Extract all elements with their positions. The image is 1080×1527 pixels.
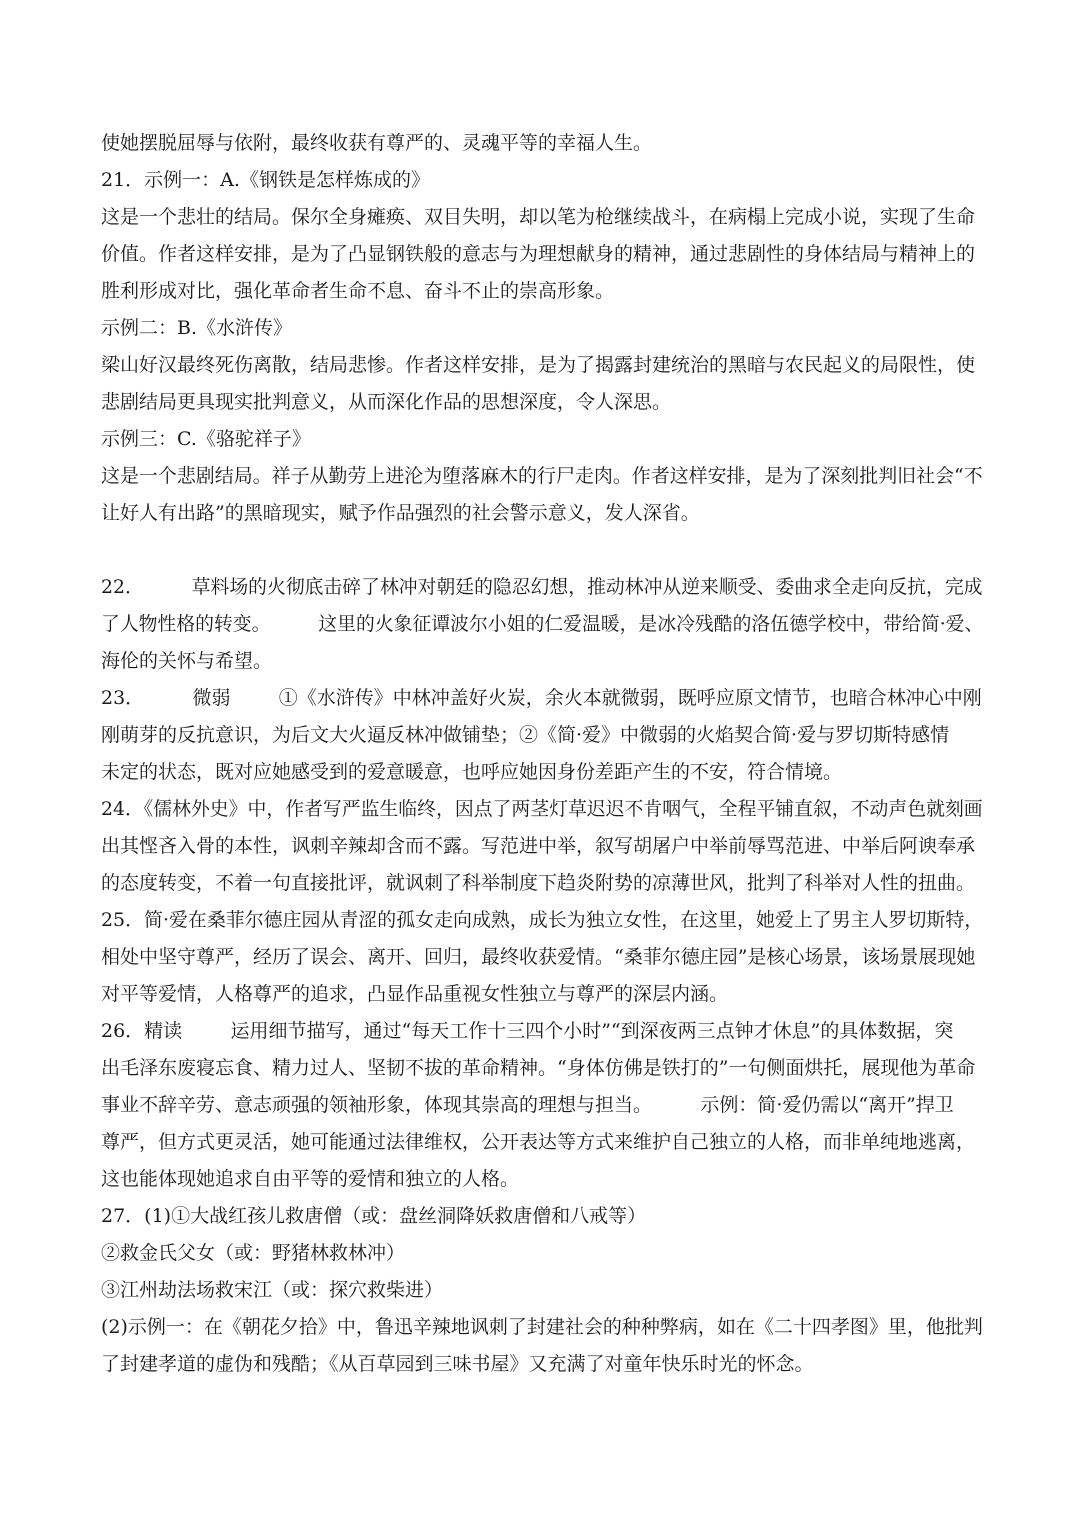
text-line: 了人物性格的转变。 这里的火象征谭波尔小姐的仁爱温暖，是冰冷残酷的洛伍德学校中，带给简·爱、 xyxy=(101,613,984,635)
text-line: 刚萌芽的反抗意识，为后文大火逼反林冲做铺垫；②《简·爱》中微弱的火焰契合简·爱与罗切斯特感情 xyxy=(101,724,950,746)
text-line: 这也能体现她追求自由平等的爱情和独立的人格。 xyxy=(101,1168,520,1190)
text-line: 这是一个悲壮的结局。保尔全身瘫痪、双目失明，却以笔为枪继续战斗，在病榻上完成小说，实现了生命 xyxy=(101,206,976,228)
text-line: 示例三：C.《骆驼祥子》 xyxy=(101,428,311,450)
text-line: 对平等爱情，人格尊严的追求，凸显作品重视女性独立与尊严的深层内涵。 xyxy=(101,983,729,1005)
text-line: 使她摆脱屈辱与依附，最终收获有尊严的、灵魂平等的幸福人生。 xyxy=(101,132,653,154)
text-line: 25．简·爱在桑菲尔德庄园从青涩的孤女走向成熟，成长为独立女性，在这里，她爱上了男主人罗切斯特， xyxy=(101,909,984,931)
text-line: 胜利形成对比，强化革命者生命不息、奋斗不止的崇高形象。 xyxy=(101,280,615,302)
text-line: ②救金氏父女（或：野猪林救林冲） xyxy=(101,1242,406,1264)
text-line: 让好人有出路”的黑暗现实，赋予作品强烈的社会警示意义，发人深省。 xyxy=(101,502,700,524)
text-line: 梁山好汉最终死伤离散，结局悲惨。作者这样安排，是为了揭露封建统治的黑暗与农民起义的局限性，使 xyxy=(101,354,976,376)
text-line: 未定的状态，既对应她感受到的爱意暖意，也呼应她因身份差距产生的不安，符合情境。 xyxy=(101,761,843,783)
text-line: 22． 草料场的火彻底击碎了林冲对朝廷的隐忍幻想，推动林冲从逆来顺受、委曲求全走向反抗，完成 xyxy=(101,576,983,598)
text-line: 出毛泽东废寝忘食、精力过人、坚韧不拔的革命精神。“身体仿佛是铁打的”一句侧面烘托，展现他为革命 xyxy=(101,1057,976,1079)
text-line: 的态度转变，不着一句直接批评，就讽刺了科举制度下趋炎附势的凉薄世风，批判了科举对人性的扭曲。 xyxy=(101,872,976,894)
text-line: 事业不辞辛劳、意志顽强的领袖形象，体现其崇高的理想与担当。 示例：简·爱仍需以“离开”捍卫 xyxy=(101,1094,954,1116)
text-line: 24．《儒林外史》中，作者写严监生临终，因点了两茎灯草迟迟不肯咽气，全程平铺直叙，不动声色就刻画 xyxy=(101,798,983,820)
text-line: (2)示例一：在《朝花夕拾》中，鲁迅辛辣地讽刺了封建社会的种种弊病，如在《二十四孝图》里，他批判 xyxy=(101,1316,983,1338)
text-line: 出其悭吝入骨的本性，讽刺辛辣却含而不露。写范进中举，叙写胡屠户中举前辱骂范进、中举后阿谀奉承 xyxy=(101,835,976,857)
text-line: 海伦的关怀与希望。 xyxy=(101,650,273,672)
text-line: 21．示例一：A.《钢铁是怎样炼成的》 xyxy=(101,169,430,191)
text-line: 相处中坚守尊严，经历了误会、离开、回归，最终收获爱情。“桑菲尔德庄园”是核心场景，该场景展现她 xyxy=(101,946,976,968)
text-line: 尊严，但方式更灵活，她可能通过法律维权，公开表达等方式来维护自己独立的人格，而非单纯地逃离， xyxy=(101,1131,976,1153)
text-line: 27．(1)①大战红孩儿救唐僧（或：盘丝洞降妖救唐僧和八戒等） xyxy=(101,1205,647,1227)
text-line: 23． 微弱 ①《水浒传》中林冲盖好火炭，余火本就微弱，既呼应原文情节，也暗合林冲心中刚 xyxy=(101,687,982,709)
text-line: 价值。作者这样安排，是为了凸显钢铁般的意志与为理想献身的精神，通过悲剧性的身体结局与精神上的 xyxy=(101,243,976,265)
text-line: 这是一个悲剧结局。祥子从勤劳上进沦为堕落麻木的行尸走肉。作者这样安排，是为了深刻批判旧社会“不 xyxy=(101,465,983,487)
text-line: 示例二：B.《水浒传》 xyxy=(101,317,293,339)
text-line: ③江州劫法场救宋江（或：探穴救柴进） xyxy=(101,1279,444,1301)
text-line: 26．精读 运用细节描写，通过“每天工作十三四个小时”“到深夜两三点钟才休息”的具体数据，突 xyxy=(101,1020,954,1042)
text-line: 了封建孝道的虚伪和残酷；《从百草园到三味书屋》又充满了对童年快乐时光的怀念。 xyxy=(101,1353,814,1375)
text-line: 悲剧结局更具现实批判意义，从而深化作品的思想深度，令人深思。 xyxy=(101,391,672,413)
